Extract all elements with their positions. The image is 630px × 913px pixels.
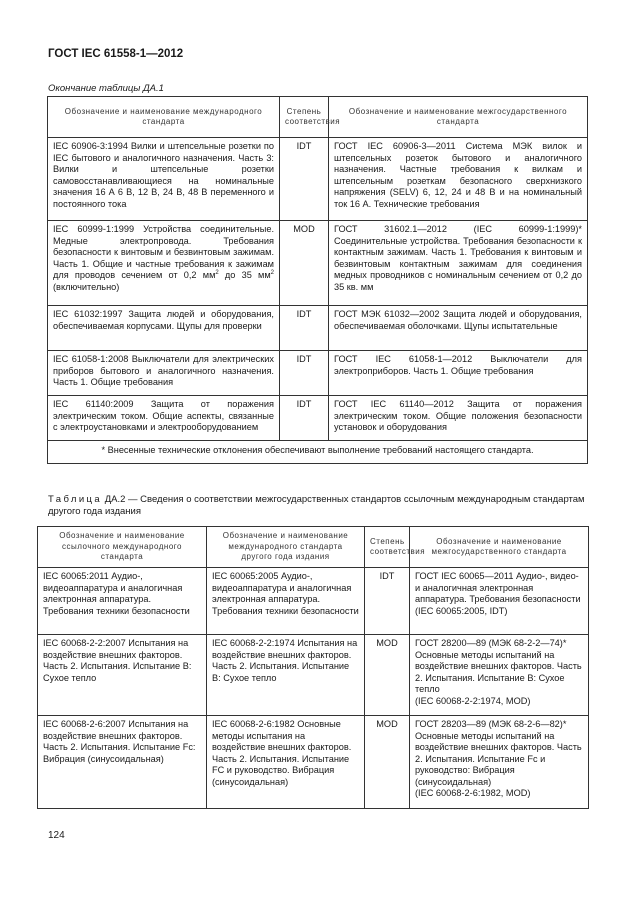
table-row [48, 221, 588, 306]
column-header-interstate: Обозначение и наименование межгосударственного стандарта [329, 97, 588, 138]
cell-interstate-text: ГОСТ 28200—89 (МЭК 68-2-2—74)* Основные методы испытаний на воздействие внешних факторов. Часть 2. Испытания. Испытание В: Сухое тепло [415, 638, 582, 694]
cell-degree: IDT [280, 396, 329, 441]
table-row [38, 568, 589, 635]
cell-intl: IEC 60906-3:1994 Вилки и штепсельные розетки по IEC бытового и аналогичного назначения. Часть 3: Вилки и штепсельные розетки самовосстанавливающиеся на номинальные значения 16 А 6 В, 12 В, 24 В, 48 В переменного и постоянного тока [48, 138, 280, 221]
table-da1 [47, 96, 588, 464]
cell-interstate [410, 568, 589, 635]
cell-intl: IEC 61032:1997 Защита людей и оборудования, обеспечиваемая корпусами. Щупы для проверки [48, 306, 280, 351]
page-number: 124 [48, 830, 65, 841]
table-row [48, 351, 588, 396]
column-header-other: Обозначение и наименование международного стандарта другого года издания [207, 527, 365, 568]
cell-ref: IEC 60068-2-6:2007 Испытания на воздействие внешних факторов. Часть 2. Испытания. Испытание Fc: Вибрация (синусоидальная) [38, 716, 207, 809]
cell-other: IEC 60068-2-6:1982 Основные методы испытания на воздействие внешних факторов. Часть 2. Испытания. Испытание FC и руководство. Вибрация (синусоидальная) [207, 716, 365, 809]
cell-intl [48, 221, 280, 306]
cell-interstate [410, 635, 589, 716]
table-row [48, 306, 588, 351]
superscript: 2 [270, 269, 275, 276]
cell-interstate [410, 716, 589, 809]
table1-caption: Окончание таблицы ДА.1 [48, 83, 164, 94]
document-title: ГОСТ IEC 61558-1—2012 [48, 48, 184, 60]
cell-other: IEC 60065:2005 Аудио-, видеоаппаратура и аналогичная электронная аппаратура. Требования техники безопасности [207, 568, 365, 635]
table-row [48, 396, 588, 441]
column-header-intl: Обозначение и наименование международного стандарта [48, 97, 280, 138]
cell-degree: MOD [280, 221, 329, 306]
table-header-row [48, 97, 588, 138]
cell-degree: MOD [365, 716, 410, 809]
table-footnote: * Внесенные технические отклонения обеспечивают выполнение требований настоящего стандарта. [48, 441, 588, 464]
cell-interstate-ref: (IEC 60068-2-6:1982, MOD) [415, 788, 531, 798]
column-header-interstate: Обозначение и наименование межгосударственного стандарта [410, 527, 589, 568]
column-header-ref: Обозначение и наименование ссылочного международного стандарта [38, 527, 207, 568]
cell-intl-text: до 35 мм [218, 270, 271, 280]
cell-interstate-text: ГОСТ 28203—89 (МЭК 68-2-6—82)* Основные методы испытаний на воздействие внешних факторов. Часть 2. Испытания. Испытание Fc и руководство: Вибрация (синусоидальная) [415, 719, 582, 787]
superscript: 2 [215, 269, 219, 276]
table2-caption-label: Таблица [48, 494, 103, 505]
cell-intl: IEC 61058-1:2008 Выключатели для электрических приборов бытового и аналогичного назначения. Часть 1. Общие требования [48, 351, 280, 396]
table-header-row [38, 527, 589, 568]
table-row [38, 635, 589, 716]
column-header-degree: Степень соответствия [365, 527, 410, 568]
cell-interstate-ref: (IEC 60065:2005, IDT) [415, 605, 508, 616]
table-footnote-row [48, 441, 588, 464]
cell-ref: IEC 60068-2-2:2007 Испытания на воздействие внешних факторов. Часть 2. Испытания. Испытание В: Сухое тепло [38, 635, 207, 716]
cell-interstate: ГОСТ 31602.1—2012 (IEC 60999-1:1999)* Соединительные устройства. Требования безопасности к контактным зажимам. Часть 1. Требования к винтовым и безвинтовым контактным зажимам для соединения медных проводников с номинальным сечением от 0,2 до 35 кв. мм [329, 221, 588, 306]
cell-degree: IDT [280, 138, 329, 221]
cell-intl-text: IEC 60999-1:1999 Устройства соединительные. Медные электропровода. Требования безопасности к винтовым и безвинтовым зажимам. Часть 1. Общие и частные требования к зажимам для проводов сечением от 0,2 мм [53, 224, 274, 280]
table-row [38, 716, 589, 809]
cell-ref: IEC 60065:2011 Аудио-, видеоаппаратура и аналогичная электронная аппаратура. Требования техники безопасности [38, 568, 207, 635]
cell-interstate: ГОСТ IEC 61058-1—2012 Выключатели для электроприборов. Часть 1. Общие требования [329, 351, 588, 396]
cell-intl: IEC 61140:2009 Защита от поражения электрическим током. Общие аспекты, связанные с электроустановками и электрооборудованием [48, 396, 280, 441]
cell-interstate: ГОСТ МЭК 61032—2002 Защита людей и оборудования, обеспечиваемая оболочками. Щупы испытательные [329, 306, 588, 351]
table-da2 [37, 526, 589, 809]
column-header-degree: Степень соответствия [280, 97, 329, 138]
cell-degree: IDT [280, 351, 329, 396]
table2-caption [48, 494, 588, 518]
cell-interstate-ref: (IEC 60068-2-2:1974, MOD) [415, 695, 531, 706]
cell-intl-text: (включительно) [53, 281, 120, 292]
table-row [48, 138, 588, 221]
cell-interstate: ГОСТ IEC 60906-3—2011 Система МЭК вилок и штепсельных розеток бытового и аналогичного назначения. Частные требования к вилкам и штепсельным розеткам безопасного сверхнизкого напряжения (SELV) 6, 12, 24 и 48 В и на номинальный ток 16 А. Технические требования [329, 138, 588, 221]
cell-interstate-text: ГОСТ IEC 60065—2011 Аудио-, видео- и аналогичная электронная аппаратура. Требования безопасности [415, 571, 581, 604]
cell-interstate: ГОСТ IEC 61140—2012 Защита от поражения электрическим током. Общие положения безопасности установок и оборудования [329, 396, 588, 441]
cell-degree: MOD [365, 635, 410, 716]
cell-degree: IDT [365, 568, 410, 635]
cell-other: IEC 60068-2-2:1974 Испытания на воздействие внешних факторов. Часть 2. Испытания. Испытание В: Сухое тепло [207, 635, 365, 716]
cell-degree: IDT [280, 306, 329, 351]
table2-caption-text: ДА.2 — Сведения о соответствии межгосударственных стандартов ссылочным международным стандартам другого года издания [48, 494, 585, 517]
